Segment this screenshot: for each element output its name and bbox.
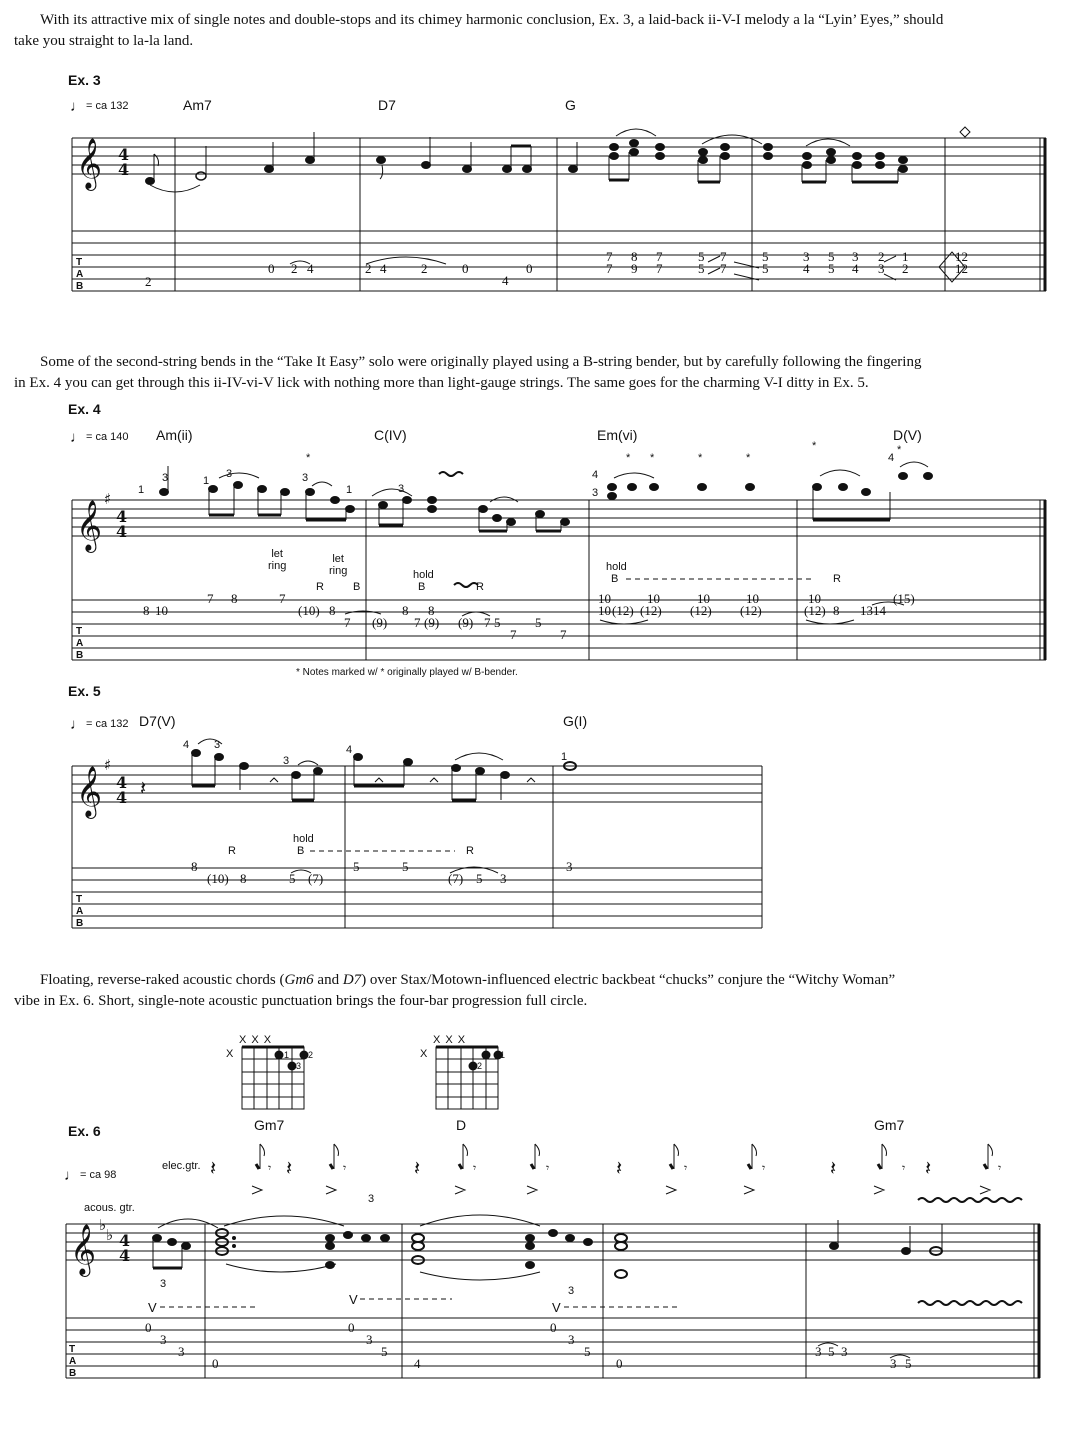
svg-text:4: 4: [119, 1246, 131, 1265]
ex5-hold-b: B: [297, 845, 305, 857]
svg-text:♯: ♯: [104, 490, 112, 508]
ex3-chord-2: D7: [378, 97, 396, 113]
tab-number: 7: [656, 249, 663, 264]
tab-number: 5: [494, 615, 501, 630]
tab-number: 5: [535, 615, 542, 630]
ex6-triplet-3: 3: [568, 1285, 575, 1297]
ex4-finger-4: 3: [226, 468, 233, 480]
tab-number: 1: [902, 249, 909, 264]
ex3-notes: [76, 127, 970, 192]
svg-text:4: 4: [116, 788, 128, 807]
ex4-star-2: *: [626, 452, 631, 464]
ex4-tempo: [70, 429, 129, 446]
quarter-note-icon: ♩: [70, 429, 85, 446]
svg-text:𝄾: 𝄾: [998, 1161, 1002, 1175]
tab-number: (9): [458, 615, 474, 630]
ex5-notes: [76, 739, 576, 819]
lower-line-1-gm6: Gm6: [284, 972, 314, 988]
intro-line-2: take you straight to la-la land.: [14, 33, 194, 49]
ex5-tab-numbers: [191, 859, 573, 886]
ex6-triplet-1: 3: [368, 1193, 375, 1205]
tab-number: 0: [616, 1356, 623, 1371]
tab-number: (12): [804, 603, 826, 618]
tab-number: 7: [510, 627, 517, 642]
ex4-finger-10: 4: [888, 452, 895, 464]
mid-line-2: in Ex. 4 you can get through this ii-IV-vi-V lick with nothing more than light-gauge strings. The same goes for the charming V-I ditty in Ex. 5.: [14, 375, 869, 391]
tab-number: 4: [502, 273, 509, 288]
ex4-finger-9: 3: [592, 487, 599, 499]
ex4-star-6: *: [812, 440, 817, 452]
tab-number: 5: [828, 261, 835, 276]
ex4-label: Ex. 4: [68, 401, 101, 417]
ex4-chord-1: Am(ii): [156, 427, 193, 443]
tab-number: 5: [584, 1344, 591, 1359]
ex4-chord-2: C(IV): [374, 427, 407, 443]
ex5-tab-letter-a: A: [76, 906, 84, 917]
ex6-label: Ex. 6: [68, 1123, 101, 1139]
ex5-tab-letter-b: B: [76, 918, 84, 929]
tab-number: 2: [878, 249, 885, 264]
ex6-chord-2: D: [456, 1117, 467, 1133]
ex6-rake-3: V: [552, 1300, 561, 1315]
ex5-hold-r: R: [466, 845, 474, 857]
treble-clef-icon: 𝄞: [76, 138, 103, 189]
ex3-chord-3: G: [565, 97, 576, 113]
ex6-acous-label: acous. gtr.: [84, 1202, 135, 1214]
ex4-star-7: *: [897, 444, 902, 456]
lower-line-1: [14, 970, 1062, 991]
grid2-side: X: [420, 1048, 428, 1060]
tab-number: 12: [955, 261, 968, 276]
tab-number: 5: [289, 871, 296, 886]
tab-number: 0: [550, 1320, 557, 1335]
let-ring-1-b: ring: [268, 560, 287, 572]
chord-grid-d7: [436, 1047, 502, 1109]
tab-number: 2: [421, 261, 428, 276]
lower-line-1-and: and: [313, 972, 343, 988]
treble-clef-icon: 𝄞: [76, 766, 103, 817]
grid2-finger-1: 1: [500, 1050, 506, 1060]
ex4-finger-2: 3: [162, 472, 169, 484]
svg-text:𝄾: 𝄾: [546, 1161, 550, 1175]
tab-number: 7: [344, 615, 351, 630]
tab-number: 5: [698, 261, 705, 276]
ex4-hold1: hold: [413, 569, 434, 581]
ex4-bend-b1: B: [353, 581, 361, 593]
svg-text:𝄾: 𝄾: [684, 1161, 688, 1175]
tab-number: 2: [145, 274, 152, 289]
ex5-finger-4: 4: [346, 744, 353, 756]
tab-number: (12): [640, 603, 662, 618]
ex6-tab-letter-t: T: [69, 1344, 76, 1355]
tab-number: 5: [905, 1356, 912, 1371]
ex4-hold1-b: B: [418, 581, 426, 593]
ex5-staff: [72, 766, 762, 928]
svg-text:♯: ♯: [104, 756, 112, 774]
grid2-top: X X X: [433, 1034, 467, 1046]
svg-text:𝄽: 𝄽: [925, 1156, 932, 1180]
tab-number: 8: [240, 871, 247, 886]
tab-number: 7: [606, 261, 613, 276]
svg-text:𝄽: 𝄽: [830, 1156, 837, 1180]
let-ring-2: [329, 553, 347, 577]
svg-text:♭: ♭: [106, 1226, 114, 1244]
tab-number: 12: [955, 249, 968, 264]
tab-number: (12): [690, 603, 712, 618]
mid-line-1: Some of the second-string bends in the “Take It Easy” solo were originally played using a B-string bender, but by carefully following the fingering: [40, 354, 922, 370]
ex6-notes: [70, 1198, 1022, 1358]
tab-number: 3: [366, 1332, 373, 1347]
ex5-finger-1: 4: [183, 739, 190, 751]
let-ring-1-a: let: [271, 548, 283, 560]
ex4-star-4: *: [698, 452, 703, 464]
tab-number: 10: [155, 603, 168, 618]
ex6-chord-1: Gm7: [254, 1117, 285, 1133]
ex4-finger-6: 1: [346, 484, 353, 496]
tab-number: 10: [647, 591, 660, 606]
svg-text:4: 4: [116, 773, 128, 792]
ex4-tab-letter-b: B: [76, 650, 84, 661]
tab-number: (15): [893, 591, 915, 606]
ex4-chord-4: D(V): [893, 427, 922, 443]
svg-text:𝄾: 𝄾: [762, 1161, 766, 1175]
ex4-finger-5: 3: [302, 472, 309, 484]
svg-text:4: 4: [116, 507, 128, 526]
tab-number: 0: [145, 1320, 152, 1335]
ex6-tab-letter-a: A: [69, 1356, 77, 1367]
tab-number: 3: [160, 1332, 167, 1347]
ex4-tab-letter-t: T: [76, 626, 83, 637]
ex4-star-5: *: [746, 452, 751, 464]
tab-number: 2: [291, 261, 298, 276]
tab-number: (12): [612, 603, 634, 618]
chord-grid-gm6: [242, 1047, 308, 1109]
ex5-finger-2: 3: [214, 739, 221, 751]
ex5-hold: hold: [293, 833, 314, 845]
tab-number: 4: [852, 261, 859, 276]
lower-paragraph: [14, 970, 1062, 1012]
mid-paragraph: [14, 352, 1062, 394]
ex5-tempo-value: = ca 132: [86, 718, 129, 730]
tab-number: 7: [560, 627, 567, 642]
let-ring-2-a: let: [332, 553, 344, 565]
tab-number: 9: [631, 261, 638, 276]
ex4-footnote: * Notes marked w/ * originally played w/ B-bender.: [296, 667, 518, 678]
tab-number: (7): [448, 871, 464, 886]
ex5-finger-5: 1: [561, 751, 568, 763]
ex6-elec-rhythm: [210, 1144, 1001, 1194]
tab-number: 7: [606, 249, 613, 264]
svg-text:𝄾: 𝄾: [473, 1161, 477, 1175]
tab-number: 2: [365, 261, 372, 276]
svg-text:𝄾: 𝄾: [343, 1161, 347, 1175]
ex6-rake-2: V: [349, 1292, 358, 1307]
tab-number: 0: [268, 261, 275, 276]
ex6-rake-1: V: [148, 1300, 157, 1315]
tab-number: 7: [207, 591, 214, 606]
tab-number: 2: [902, 261, 909, 276]
tab-number: 4: [380, 261, 387, 276]
tab-number: 5: [402, 859, 409, 874]
tab-number: 0: [212, 1356, 219, 1371]
ex6-tempo-value: = ca 98: [80, 1169, 117, 1181]
tab-number: 10: [598, 603, 611, 618]
svg-text:4: 4: [118, 145, 130, 164]
svg-text:𝄽: 𝄽: [140, 776, 147, 800]
tab-number: 7: [414, 615, 421, 630]
lower-line-1-b: ) over Stax/Motown-influenced electric backbeat “chucks” conjure the “Witchy Woman”: [361, 972, 896, 988]
tab-number: 3: [852, 249, 859, 264]
tab-number: 3: [568, 1332, 575, 1347]
tab-number: 8: [231, 591, 238, 606]
tab-number: 8: [329, 603, 336, 618]
quarter-note-icon: ♩: [70, 716, 85, 733]
svg-text:𝄽: 𝄽: [286, 1156, 293, 1180]
treble-clef-icon: 𝄞: [76, 500, 103, 551]
ex3-chord-1: Am7: [183, 97, 212, 113]
quarter-note-icon: ♩: [70, 98, 85, 115]
ex4-tab-letter-a: A: [76, 638, 84, 649]
tab-number: (10): [207, 871, 229, 886]
grid2-finger-2: 2: [477, 1061, 483, 1071]
ex6-tab-letter-b: B: [69, 1368, 77, 1379]
hold-dash-lines: [160, 579, 812, 1307]
svg-text:𝄽: 𝄽: [210, 1156, 217, 1180]
tab-number: 3: [178, 1344, 185, 1359]
ex4-finger-1: 1: [138, 484, 145, 496]
tab-number: 7: [720, 261, 727, 276]
treble-clef-icon: 𝄞: [70, 1224, 97, 1275]
ex4-tab-numbers: [143, 591, 915, 642]
lower-line-1-d7: D7: [342, 972, 362, 988]
tab-number: 10: [808, 591, 821, 606]
svg-text:4: 4: [116, 522, 128, 541]
ex4-star-1: *: [306, 452, 311, 464]
tab-number: 3: [890, 1356, 897, 1371]
tab-number: 14: [873, 603, 886, 618]
ex5-label: Ex. 5: [68, 683, 101, 699]
quarter-note-icon: ♩: [64, 1167, 79, 1184]
tab-number: 8: [402, 603, 409, 618]
ex4-hold2: hold: [606, 561, 627, 573]
lower-line-1-a: Floating, reverse-raked acoustic chords (: [40, 972, 285, 988]
tab-number: 8: [191, 859, 198, 874]
tab-number: 0: [526, 261, 533, 276]
ex5-chord-2: G(I): [563, 713, 588, 729]
tab-number: 13: [860, 603, 873, 618]
tab-number: 3: [566, 859, 573, 874]
ex6-elec-label: elec.gtr.: [162, 1160, 201, 1172]
ex3-tempo-value: = ca 132: [86, 100, 129, 112]
tab-number: 7: [279, 591, 286, 606]
tab-number: 5: [353, 859, 360, 874]
tab-number: (7): [308, 871, 324, 886]
tab-number: 8: [631, 249, 638, 264]
tab-number: 7: [484, 615, 491, 630]
tab-number: 8: [428, 603, 435, 618]
tab-number: 4: [414, 1356, 421, 1371]
tab-number: 10: [697, 591, 710, 606]
tab-number: 0: [348, 1320, 355, 1335]
svg-text:4: 4: [119, 1231, 131, 1250]
svg-text:𝄽: 𝄽: [616, 1156, 623, 1180]
tab-number: 8: [143, 603, 150, 618]
intro-line-1: With its attractive mix of single notes and double-stops and its chimey harmonic conclusion, Ex. 3, a laid-back ii-V-I melody a la “Lyin’ Eyes,” should: [40, 12, 944, 28]
ex4-finger-8: 4: [592, 469, 599, 481]
tab-number: 8: [833, 603, 840, 618]
tab-number: 4: [307, 261, 314, 276]
tab-number: 10: [746, 591, 759, 606]
tab-number: 3: [878, 261, 885, 276]
tab-number: (9): [424, 615, 440, 630]
svg-text:4: 4: [118, 160, 130, 179]
ex5-finger-3: 3: [283, 755, 290, 767]
tab-number: (12): [740, 603, 762, 618]
ex4-tempo-value: = ca 140: [86, 431, 129, 443]
let-ring-1: [268, 548, 286, 572]
ex3-tab-letter-b: B: [76, 281, 84, 292]
tab-number: 4: [803, 261, 810, 276]
tab-number: 3: [815, 1344, 822, 1359]
ex6-chord-3: Gm7: [874, 1117, 905, 1133]
tab-number: 3: [803, 249, 810, 264]
tab-number: 5: [698, 249, 705, 264]
ex6-tempo: [64, 1167, 116, 1184]
svg-text:𝄾: 𝄾: [268, 1161, 272, 1175]
ex4-chord-3: Em(vi): [597, 427, 638, 443]
let-ring-2-b: ring: [329, 565, 348, 577]
grid1-top: X X X: [239, 1034, 273, 1046]
grid1-finger-3: 3: [296, 1061, 302, 1071]
svg-text:𝄽: 𝄽: [414, 1156, 421, 1180]
ex6-tab-numbers: [145, 1320, 912, 1371]
ex3-tab-letter-a: A: [76, 269, 84, 280]
grid1-side: X: [226, 1048, 234, 1060]
grid1-finger-2: 2: [308, 1050, 314, 1060]
tab-number: 5: [762, 249, 769, 264]
tab-number: 5: [381, 1344, 388, 1359]
svg-text:♭: ♭: [99, 1216, 107, 1234]
tab-number: 5: [762, 261, 769, 276]
grid1-finger-1: 1: [284, 1050, 290, 1060]
ex4-finger-7: 3: [398, 483, 405, 495]
tab-number: 5: [476, 871, 483, 886]
tab-number: 7: [720, 249, 727, 264]
ex5-bend-r1: R: [228, 845, 236, 857]
ex4-hold2-r: R: [833, 573, 841, 585]
ex4-finger-3: 1: [203, 475, 210, 487]
tab-number: 5: [828, 249, 835, 264]
tab-number: 3: [500, 871, 507, 886]
ex4-bend-r2: R: [476, 581, 484, 593]
ex3-label: Ex. 3: [68, 72, 101, 88]
tab-number: 5: [828, 1344, 835, 1359]
ex4-staff: [72, 500, 1046, 660]
lower-line-2: vibe in Ex. 6. Short, single-note acoustic punctuation brings the four-bar progression full circle.: [14, 993, 588, 1009]
ex5-tempo: [70, 716, 129, 733]
ex5-chord-1: D7(V): [139, 713, 176, 729]
ex4-star-3: *: [650, 452, 655, 464]
ex4-hold2-b: B: [611, 573, 619, 585]
tab-number: 7: [656, 261, 663, 276]
tab-number: 3: [841, 1344, 848, 1359]
tab-number: 0: [462, 261, 469, 276]
tab-number: 10: [598, 591, 611, 606]
ex3-tab-letter-t: T: [76, 257, 83, 268]
svg-text:𝄾: 𝄾: [902, 1161, 906, 1175]
ex4-bend-r1: R: [316, 581, 324, 593]
ex6-triplet-2: 3: [160, 1278, 167, 1290]
tab-number: (9): [372, 615, 388, 630]
tab-number: (10): [298, 603, 320, 618]
ex5-tab-letter-t: T: [76, 894, 83, 905]
